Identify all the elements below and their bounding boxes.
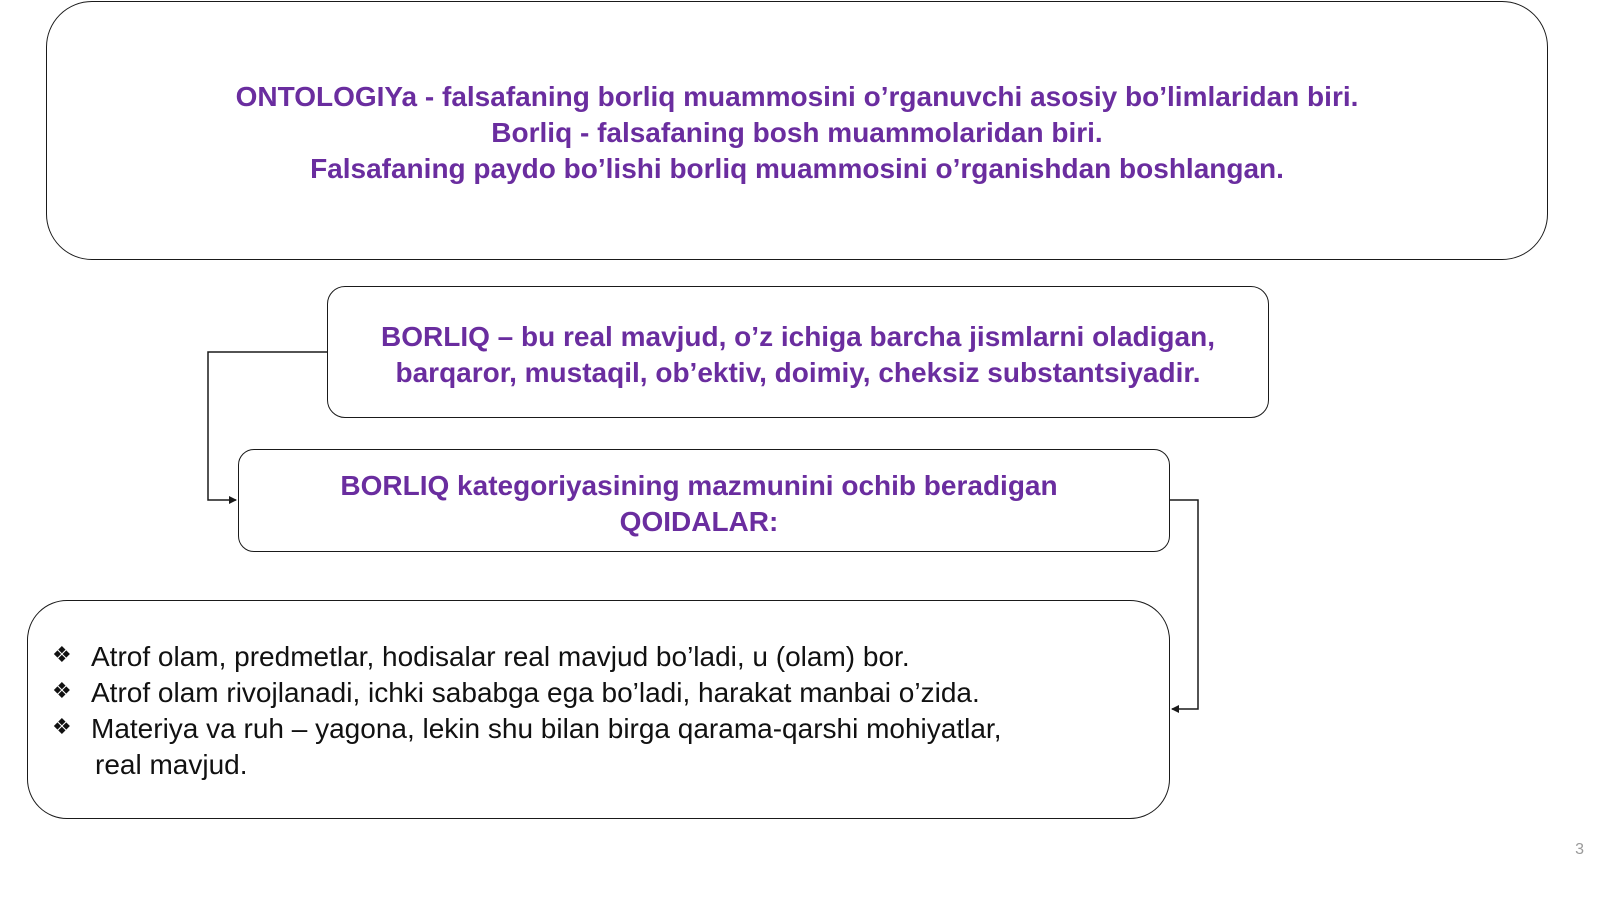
rules-list-box xyxy=(27,600,1170,819)
diamond-bullet-icon: ❖ xyxy=(52,678,72,703)
rules-to-list-arrow xyxy=(1170,500,1198,709)
list-item xyxy=(52,675,1001,711)
borliq-rules-box xyxy=(238,449,1170,552)
list-item-text: Atrof olam rivojlanadi, ichki sababga ega bo’ladi, harakat manbai o’zida. xyxy=(91,677,980,708)
borliq-rules-line-1: BORLIQ kategoriyasining mazmunini ochib beradigan xyxy=(340,470,1058,501)
philosophy-origin-line: Falsafaning paydo bo’lishi borliq muammosini o’rganishdan boshlangan. xyxy=(310,153,1284,184)
borliq-definition-text xyxy=(328,319,1268,391)
ontology-intro-text xyxy=(47,79,1547,187)
rules-list xyxy=(52,639,1001,783)
list-item-text: Atrof olam, predmetlar, hodisalar real mavjud bo’ladi, u (olam) bor. xyxy=(91,641,910,672)
borliq-problem-line: Borliq - falsafaning bosh muammolaridan biri. xyxy=(491,117,1103,148)
ontology-definition-line: ONTOLOGIYa - falsafaning borliq muammosini o’rganuvchi asosiy bo’limlaridan biri. xyxy=(235,81,1359,112)
borliq-rules-line-2: QOIDALAR: xyxy=(619,506,779,537)
borliq-definition-line-1: BORLIQ – bu real mavjud, o’z ichiga barcha jismlarni oladigan, xyxy=(381,321,1215,352)
list-item xyxy=(52,711,1001,783)
diamond-bullet-icon: ❖ xyxy=(52,714,72,739)
diamond-bullet-icon: ❖ xyxy=(52,642,72,667)
list-item xyxy=(52,639,1001,675)
ontology-intro-box xyxy=(46,1,1548,260)
borliq-rules-heading xyxy=(239,468,1169,540)
list-item-continuation: real mavjud. xyxy=(95,749,248,780)
borliq-definition-line-2: barqaror, mustaqil, ob’ektiv, doimiy, cheksiz substantsiyadir. xyxy=(395,357,1201,388)
page-number: 3 xyxy=(1575,841,1584,858)
list-item-text: Materiya va ruh – yagona, lekin shu bilan birga qarama-qarshi mohiyatlar, xyxy=(91,713,1002,744)
borliq-definition-box xyxy=(327,286,1269,418)
